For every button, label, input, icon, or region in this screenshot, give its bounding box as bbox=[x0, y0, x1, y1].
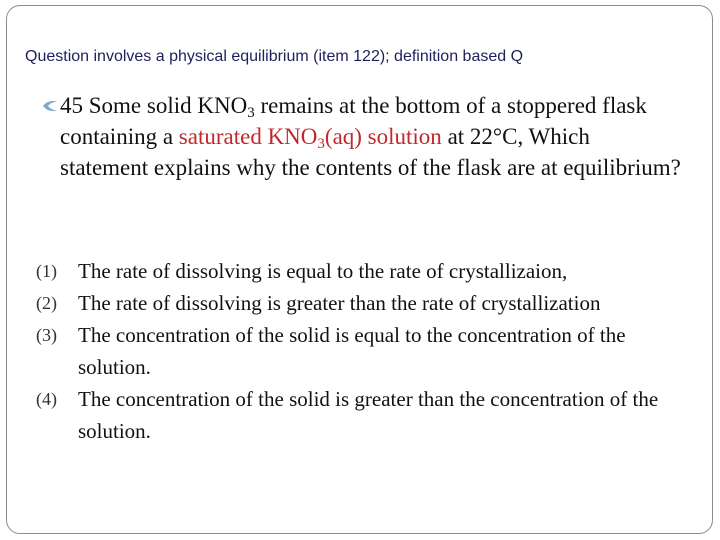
bullet-icon bbox=[42, 99, 58, 113]
question-part1: Some solid KNO bbox=[83, 93, 248, 118]
subscript-3: 3 bbox=[247, 105, 255, 121]
slide-heading: Question involves a physical equilibrium (item 122); definition based Q bbox=[25, 48, 524, 65]
choice-text: The rate of dissolving is greater than the rate of crystallization bbox=[78, 291, 601, 315]
choice-text: The concentration of the solid is equal to the concentration of the solution. bbox=[78, 323, 626, 379]
choice-3 bbox=[36, 319, 686, 383]
choice-number: (1) bbox=[36, 261, 57, 281]
question-text bbox=[60, 90, 682, 183]
question-part2: remains at the bottom of a stoppered flask containing a bbox=[60, 93, 647, 149]
answer-choices bbox=[36, 255, 686, 447]
choice-number: (4) bbox=[36, 389, 57, 409]
choice-text: The concentration of the solid is greater than the concentration of the solution. bbox=[78, 387, 659, 443]
highlight-saturated-solution: saturated $KNO_3(aq)$ solution bbox=[178, 124, 442, 152]
question-number: 45 bbox=[60, 93, 83, 118]
choice-4 bbox=[36, 383, 686, 447]
choice-number: (2) bbox=[36, 293, 57, 313]
choice-2 bbox=[36, 287, 686, 319]
question-block bbox=[42, 90, 682, 183]
choice-1 bbox=[36, 255, 686, 287]
choice-number: (3) bbox=[36, 325, 57, 345]
choice-text: The rate of dissolving is equal to the rate of crystallizaion, bbox=[78, 259, 568, 283]
question-part3: at 22°C, Which statement explains why the contents of the flask are at equilibrium? bbox=[60, 124, 681, 180]
